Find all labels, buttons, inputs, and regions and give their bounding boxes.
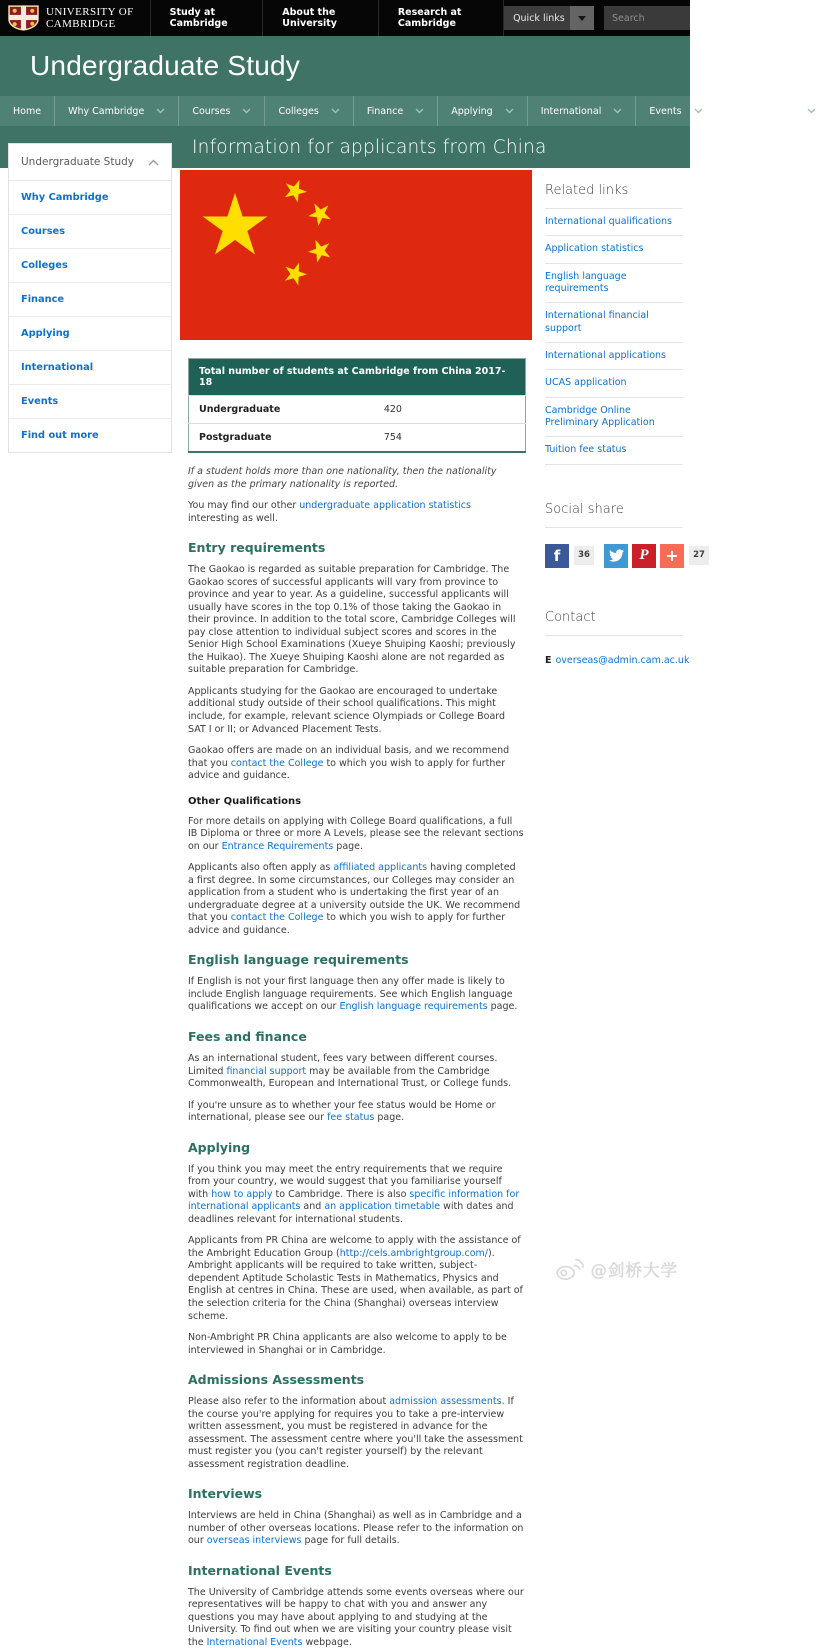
twitter-icon[interactable] <box>604 544 628 568</box>
main-nav <box>0 96 796 126</box>
site-banner <box>0 36 690 96</box>
main-nav-label: Find out more <box>729 105 796 117</box>
inline-link[interactable]: English language requirements <box>339 1001 488 1013</box>
related-link[interactable]: International financial support <box>545 303 683 343</box>
table-row-value: 420 <box>374 396 526 424</box>
inline-link[interactable]: how to apply <box>211 1188 273 1200</box>
contact-email-link[interactable]: overseas@admin.cam.ac.uk <box>555 654 690 666</box>
paragraph: Applicants also often apply as affiliated applicants having completed a first degree. In some circumstances, our Colleges may consider an application from a student who is undertaking the first year of an undergraduate degree at a university outside the UK. We recommend that you contact the College to which you wish to apply for further advice and guidance. <box>188 862 521 936</box>
sidebar-item-link[interactable]: Events <box>9 385 171 419</box>
section-heading: Applying <box>188 1139 251 1155</box>
main-nav-item[interactable] <box>636 96 716 126</box>
main-nav-label: Events <box>649 105 682 117</box>
search-input[interactable] <box>604 6 690 30</box>
main-nav-label: International <box>540 105 602 117</box>
cambridge-logo[interactable] <box>0 0 151 36</box>
sidebar-collapse-toggle[interactable] <box>9 144 171 181</box>
inline-link[interactable]: http://cels.ambrightgroup.com/ <box>339 1247 489 1259</box>
paragraph: The Gaokao is regarded as suitable preparation for Cambridge. The Gaokao scores of successful applicants will vary from province to province and year to year. As a guideline, successful applicants will usually have scores in the top 0.1% of those taking the Gaokao in their province. In addition to the total score, Cambridge Colleges will pay close attention to individual subject scores and scores in the Senior High School Examinations (Xueye Shuiping Kaoshi; previously the Huikao). The Xueye Shuiping Kaoshi alone are not regarded as suitable preparation for Cambridge. <box>188 564 516 676</box>
share-count: 27 <box>689 546 709 565</box>
chevron-down-icon <box>694 108 703 114</box>
students-table-body <box>189 396 526 453</box>
contact-title: Contact <box>545 595 683 636</box>
related-link[interactable]: International qualifications <box>545 209 683 236</box>
paragraph: Applicants studying for the Gaokao are encouraged to undertake additional study outside of their school qualifications. This might include, for example, relevant science Olympiads or College Board SAT I or II; or Advanced Placement Tests. <box>188 685 506 735</box>
table-caption: Total number of students at Cambridge from China 2017-18 <box>189 359 526 396</box>
inline-link[interactable]: financial support <box>226 1065 307 1077</box>
top-bar <box>0 0 690 36</box>
inline-link[interactable]: fee status <box>327 1112 375 1124</box>
main-nav-item[interactable] <box>438 96 528 126</box>
sidebar-item-link[interactable]: Find out more <box>21 430 99 441</box>
section-heading: International Events <box>188 1562 332 1578</box>
table-row-label: Postgraduate <box>189 424 374 453</box>
top-nav-item[interactable]: Study at Cambridge <box>151 0 264 36</box>
section-heading: English language requirements <box>188 952 409 968</box>
main-nav-item[interactable] <box>528 96 637 126</box>
section-sidebar <box>8 143 172 453</box>
section-heading: Admissions Assessments <box>188 1372 365 1388</box>
sidebar-item-link[interactable]: Applying <box>9 317 171 351</box>
related-link[interactable]: English language requirements <box>545 264 683 304</box>
section-heading: Fees and finance <box>188 1029 307 1044</box>
paragraph: Please also refer to the information about admission assessments. If the course you're applying for requires you to take a pre-interview written assessment, you must be registered in advance for the assessment. The assessment centre where you'll take the assessment must register you (you can't register yourself) by the relevant assessment registration deadline. <box>188 1396 523 1470</box>
chevron-up-icon <box>148 159 159 166</box>
sidebar-item-link[interactable]: Colleges <box>9 249 171 283</box>
inline-link[interactable]: specific information for international applicants <box>188 1188 520 1213</box>
inline-link[interactable]: undergraduate application statistics <box>299 500 471 512</box>
inline-link[interactable]: contact the College <box>230 912 324 924</box>
main-nav-item[interactable] <box>717 96 830 126</box>
pinterest-icon[interactable]: P <box>632 544 656 568</box>
facebook-icon[interactable]: f <box>545 544 569 568</box>
paragraph: If you're unsure as to whether your fee status would be Home or international, please see our fee status page. <box>188 1099 496 1124</box>
share-plus-icon[interactable]: + <box>660 544 684 568</box>
sidebar-item-link[interactable]: Finance <box>9 283 171 317</box>
chevron-down-icon <box>505 108 514 114</box>
main-nav-item[interactable] <box>354 96 438 126</box>
related-link[interactable]: Tuition fee status <box>545 437 683 464</box>
twitter-bird-icon <box>609 548 624 563</box>
sidebar-title: Undergraduate Study <box>21 156 134 168</box>
chevron-down-icon <box>613 108 622 114</box>
watermark-text: @剑桥大学 <box>590 1260 678 1280</box>
main-nav-label: Finance <box>366 105 404 117</box>
paragraph: If English is not your first language then any offer made is likely to include English language requirements. See which English language qualifications we accept on our English language requirements page. <box>188 976 518 1013</box>
inline-link[interactable]: contact the College <box>230 757 324 769</box>
cambridge-crest-icon <box>8 5 39 31</box>
site-title: Undergraduate Study <box>30 50 300 81</box>
paragraph: The University of Cambridge attends some events overseas where our representatives will be happy to chat with you and answer any questions you may have about applying to and studying at the University. To find out when we are visiting your country please visit the International Events webpage. <box>188 1586 524 1648</box>
quick-links-label: Quick links <box>513 12 565 24</box>
main-nav-label: Home <box>13 105 42 117</box>
related-link[interactable]: Application statistics <box>545 236 683 263</box>
page-title: Information for applicants from China <box>192 136 547 158</box>
dropdown-arrow-icon[interactable] <box>570 6 594 30</box>
inline-link[interactable]: Entrance Requirements <box>221 840 334 852</box>
weibo-watermark <box>555 1256 679 1281</box>
related-link[interactable]: Cambridge Online Preliminary Application <box>545 398 683 438</box>
main-nav-item[interactable] <box>265 96 353 126</box>
paragraph: Gaokao offers are made on an individual basis, and we recommend that you contact the College to which you wish to apply for further advice and guidance. <box>188 745 510 782</box>
inline-link[interactable]: an application timetable <box>324 1201 441 1213</box>
main-nav-item[interactable] <box>55 96 179 126</box>
facebook-share-count: 36 <box>574 546 594 565</box>
related-links-title: Related links <box>545 168 683 209</box>
social-share-title: Social share <box>545 487 683 528</box>
article-body <box>180 466 532 1650</box>
social-share-row <box>545 544 705 568</box>
paragraph: Applicants from PR China are welcome to apply with the assistance of the Ambright Education Group (http://cels.ambrightgroup.com/). Ambright applicants will be required to take written, subject-dependent Aptitude Scholastic Tests in Mathematics, Physics and English at centres in China. These are used, when available, as part of the selection criteria for the China (Shanghai) overseas interview scheme. <box>188 1235 523 1322</box>
students-table <box>188 358 526 453</box>
table-row-value: 754 <box>374 424 526 453</box>
main-column <box>180 168 532 1650</box>
main-nav-label: Applying <box>451 105 493 117</box>
main-nav-label: Why Cambridge <box>68 105 145 117</box>
main-nav-label: Colleges <box>278 105 319 117</box>
paragraph: Interviews are held in China (Shanghai) as well as in Cambridge and a number of other overseas locations. Please refer to the information on our overseas interviews page for full details. <box>188 1510 524 1547</box>
main-nav-item[interactable] <box>0 96 55 126</box>
section-heading: Interviews <box>188 1486 263 1502</box>
table-row <box>189 396 526 424</box>
chevron-down-icon <box>415 108 424 114</box>
section-heading: Other Qualifications <box>188 795 302 807</box>
sidebar-item-link[interactable]: International <box>9 351 171 385</box>
logo-text: UNIVERSITY OF CAMBRIDGE <box>46 5 134 30</box>
sidebar-links <box>9 181 171 452</box>
top-nav-item[interactable]: About the University <box>263 0 379 36</box>
china-flag-image <box>180 170 532 340</box>
sidebar-item-link[interactable]: Why Cambridge <box>9 181 171 215</box>
chevron-down-icon <box>807 108 816 114</box>
inline-link[interactable]: admission assessments <box>389 1396 502 1408</box>
top-nav-item[interactable]: Research at Cambridge <box>379 0 504 36</box>
right-sidebar <box>545 168 705 666</box>
paragraph: Non-Ambright PR China applicants are also welcome to apply to be interviewed in Shanghai or in Cambridge. <box>188 1332 507 1356</box>
top-nav <box>151 0 504 36</box>
weibo-icon <box>555 1256 585 1281</box>
related-link[interactable]: UCAS application <box>545 370 683 397</box>
paragraph: You may find our other undergraduate application statistics interesting as well. <box>188 500 471 524</box>
sidebar-item-link[interactable]: Courses <box>9 215 171 249</box>
chevron-down-icon <box>242 108 251 114</box>
related-link[interactable]: International applications <box>545 343 683 370</box>
contact-row <box>545 654 690 666</box>
paragraph: For more details on applying with College Board qualifications, a full IB Diploma or three or more A Levels, please see the relevant sections on our Entrance Requirements page. <box>188 815 524 852</box>
inline-link[interactable]: International Events <box>206 1637 303 1648</box>
inline-link[interactable]: overseas interviews <box>206 1535 302 1547</box>
paragraph: If you think you may meet the entry requirements that we require from your country, we would suggest that you familiarise yourself with how to apply to Cambridge. There is also specific information for international applicants and an application timetable with dates and deadlines relevant for international students. <box>188 1163 520 1225</box>
main-nav-label: Courses <box>192 105 231 117</box>
content-area <box>0 156 705 1650</box>
related-links <box>545 209 683 465</box>
nationality-note: If a student holds more than one nationality, then the nationality given as the primary nationality is reported. <box>188 466 497 490</box>
chevron-down-icon <box>156 108 165 114</box>
chevron-down-icon <box>331 108 340 114</box>
table-row-label: Undergraduate <box>189 396 374 424</box>
inline-link[interactable]: affiliated applicants <box>333 862 428 874</box>
email-prefix: E <box>545 654 552 666</box>
main-nav-item[interactable] <box>179 96 265 126</box>
paragraph: As an international student, fees vary between different courses. Limited financial support may be available from the Cambridge Commonwealth, European and International Trust, or College funds. <box>188 1053 512 1090</box>
table-row <box>189 424 526 453</box>
quick-links-dropdown[interactable] <box>504 6 594 30</box>
section-heading: Entry requirements <box>188 540 326 556</box>
